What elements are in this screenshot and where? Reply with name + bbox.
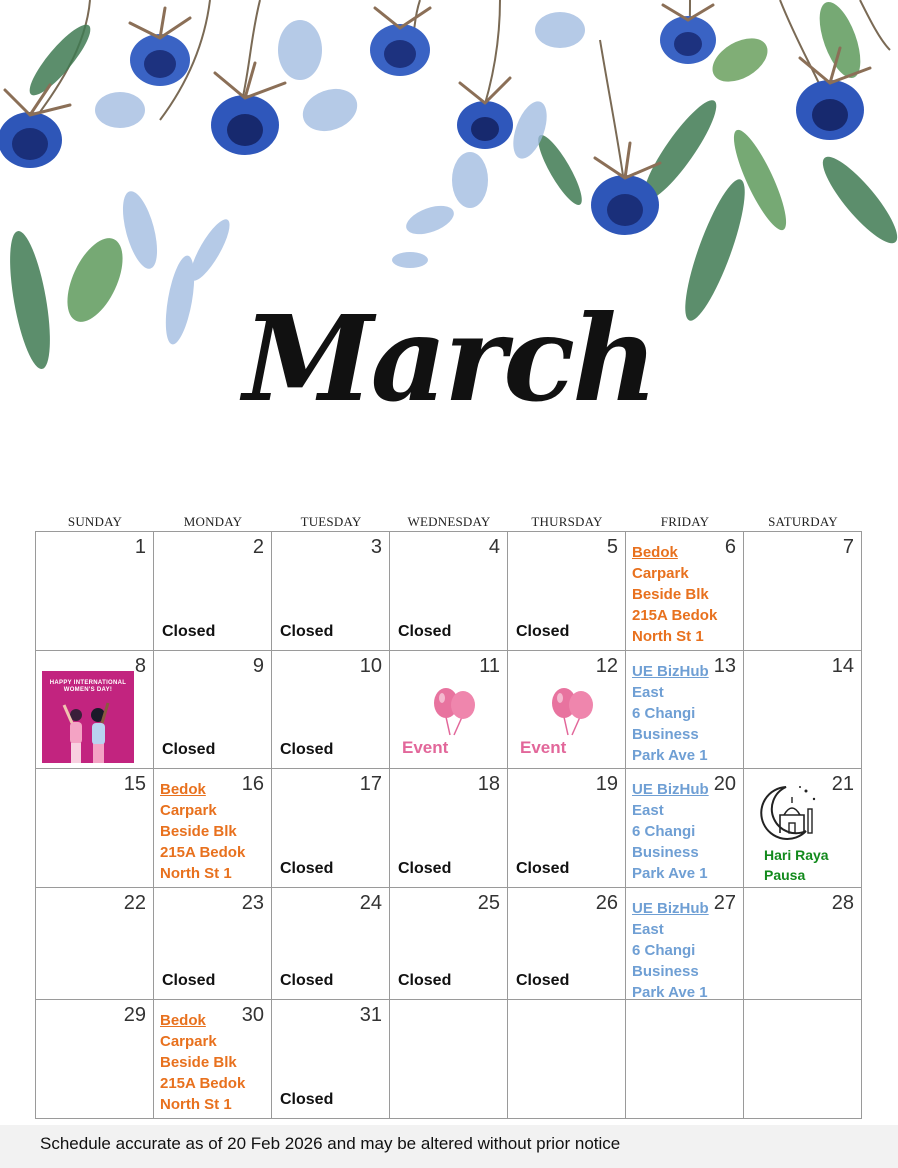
closed-label: Closed: [280, 1091, 334, 1108]
day-cell-13: [626, 651, 744, 769]
empty-day-cell: [508, 1000, 626, 1119]
location-link[interactable]: UE BizHub: [632, 781, 709, 798]
day-cell-22: [36, 888, 154, 1000]
day-number: 12: [595, 655, 618, 677]
day-number: 25: [477, 892, 500, 914]
location-line: Beside Blk: [160, 823, 237, 840]
closed-label: Closed: [398, 972, 452, 989]
closed-label: Closed: [162, 972, 216, 989]
location-info: [632, 898, 722, 1000]
day-cell-6: [626, 532, 744, 651]
closed-label: Closed: [162, 741, 216, 758]
day-cell-27: [626, 888, 744, 1000]
day-number: 22: [123, 892, 146, 914]
footer-bar: [0, 1125, 898, 1168]
closed-label: Closed: [280, 623, 334, 640]
closed-label: Closed: [280, 972, 334, 989]
day-number: 10: [359, 655, 382, 677]
location-line: North St 1: [632, 628, 704, 645]
day-cell-18: [390, 769, 508, 888]
location-line: Park Ave 1: [632, 865, 708, 882]
location-line: East: [632, 802, 664, 819]
day-cell-8: [36, 651, 154, 769]
location-line: Park Ave 1: [632, 984, 708, 1000]
day-cell-17: [272, 769, 390, 888]
location-info: [632, 779, 722, 884]
day-number: 8: [134, 655, 146, 677]
day-cell-12: [508, 651, 626, 769]
location-line: East: [632, 684, 664, 701]
day-number: 3: [370, 536, 382, 558]
day-cell-5: [508, 532, 626, 651]
closed-label: Closed: [516, 972, 570, 989]
day-cell-1: [36, 532, 154, 651]
weekday-header: SUNDAY: [67, 514, 123, 529]
holiday-label-line: Hari Raya: [764, 847, 829, 863]
day-cell-16: [154, 769, 272, 888]
day-number: 1: [134, 536, 146, 558]
location-line: North St 1: [160, 865, 232, 882]
location-info: [632, 661, 722, 766]
closed-label: Closed: [162, 623, 216, 640]
day-cell-31: [272, 1000, 390, 1119]
day-cell-14: [744, 651, 862, 769]
weekday-header-row: [36, 514, 862, 532]
location-line: 215A Bedok: [632, 607, 718, 624]
day-number: 5: [606, 536, 618, 558]
day-number: 4: [488, 536, 500, 558]
day-cell-15: [36, 769, 154, 888]
womens-day-caption: HAPPY INTERNATIONAL WOMEN'S DAY!: [49, 680, 127, 693]
day-number: 30: [241, 1004, 264, 1026]
day-number: 14: [831, 655, 854, 677]
women-illustration: [42, 671, 134, 763]
calendar-grid: [35, 531, 862, 1119]
day-number: 20: [713, 773, 736, 795]
weekday-header: SATURDAY: [768, 514, 838, 529]
day-cell-20: [626, 769, 744, 888]
location-line: North St 1: [160, 1096, 232, 1113]
day-cell-7: [744, 532, 862, 651]
holiday-label-line: Pausa: [764, 867, 806, 883]
location-link[interactable]: UE BizHub: [632, 663, 709, 680]
crescent-mosque-icon: [756, 781, 820, 843]
event-label: Event: [402, 738, 449, 757]
location-line: 215A Bedok: [160, 1075, 246, 1092]
day-number: 17: [359, 773, 382, 795]
location-line: 6 Changi: [632, 823, 696, 840]
day-cell-21: [744, 769, 862, 888]
weekday-header: WEDNESDAY: [407, 514, 491, 529]
day-number: 31: [359, 1004, 382, 1026]
day-cell-30: [154, 1000, 272, 1119]
weekday-header: FRIDAY: [660, 514, 710, 529]
day-number: 11: [479, 655, 500, 677]
day-number: 23: [241, 892, 264, 914]
day-cell-24: [272, 888, 390, 1000]
weekday-header: THURSDAY: [531, 514, 603, 529]
day-number: 16: [241, 773, 264, 795]
location-line: Beside Blk: [160, 1054, 237, 1071]
womens-day-image: [42, 671, 134, 763]
day-cell-10: [272, 651, 390, 769]
day-cell-4: [390, 532, 508, 651]
weekday-header: MONDAY: [183, 514, 243, 529]
location-line: 6 Changi: [632, 705, 696, 722]
location-line: Business: [632, 963, 699, 980]
location-line: 6 Changi: [632, 942, 696, 959]
location-line: Park Ave 1: [632, 747, 708, 764]
location-line: Beside Blk: [632, 586, 709, 603]
day-number: 15: [123, 773, 146, 795]
location-link[interactable]: Bedok: [160, 781, 206, 798]
day-number: 13: [713, 655, 736, 677]
empty-day-cell: [626, 1000, 744, 1119]
day-number: 28: [831, 892, 854, 914]
location-line: East: [632, 921, 664, 938]
empty-day-cell: [744, 1000, 862, 1119]
day-cell-19: [508, 769, 626, 888]
location-info: [160, 779, 250, 884]
balloons-icon: [432, 687, 478, 737]
closed-label: Closed: [398, 623, 452, 640]
day-number: 29: [123, 1004, 146, 1026]
location-link[interactable]: Bedok: [632, 544, 678, 561]
location-line: Business: [632, 844, 699, 861]
month-title: March: [243, 289, 655, 428]
location-line: Carpark: [160, 802, 217, 819]
day-cell-28: [744, 888, 862, 1000]
day-cell-2: [154, 532, 272, 651]
location-line: Carpark: [160, 1033, 217, 1050]
location-info: [160, 1010, 250, 1115]
location-link[interactable]: Bedok: [160, 1012, 206, 1029]
day-cell-25: [390, 888, 508, 1000]
day-number: 7: [842, 536, 854, 558]
weekday-header: TUESDAY: [300, 514, 362, 529]
day-number: 2: [252, 536, 264, 558]
footer-notice: Schedule accurate as of 20 Feb 2026 and may be altered without prior notice: [40, 1134, 621, 1153]
day-number: 9: [252, 655, 264, 677]
day-cell-23: [154, 888, 272, 1000]
day-number: 21: [831, 773, 854, 795]
day-cell-11: [390, 651, 508, 769]
day-number: 27: [713, 892, 736, 914]
day-number: 18: [477, 773, 500, 795]
location-line: 215A Bedok: [160, 844, 246, 861]
closed-label: Closed: [398, 860, 452, 877]
closed-label: Closed: [516, 860, 570, 877]
day-cell-3: [272, 532, 390, 651]
balloons-icon: [550, 687, 596, 737]
location-info: [632, 542, 722, 647]
day-number: 26: [595, 892, 618, 914]
location-line: Carpark: [632, 565, 689, 582]
closed-label: Closed: [280, 741, 334, 758]
day-number: 6: [724, 536, 736, 558]
day-cell-9: [154, 651, 272, 769]
closed-label: Closed: [516, 623, 570, 640]
day-cell-29: [36, 1000, 154, 1119]
event-label: Event: [520, 738, 567, 757]
empty-day-cell: [390, 1000, 508, 1119]
day-number: 19: [595, 773, 618, 795]
day-cell-26: [508, 888, 626, 1000]
location-link[interactable]: UE BizHub: [632, 900, 709, 917]
day-number: 24: [359, 892, 382, 914]
closed-label: Closed: [280, 860, 334, 877]
holiday-label: [764, 845, 829, 885]
location-line: Business: [632, 726, 699, 743]
